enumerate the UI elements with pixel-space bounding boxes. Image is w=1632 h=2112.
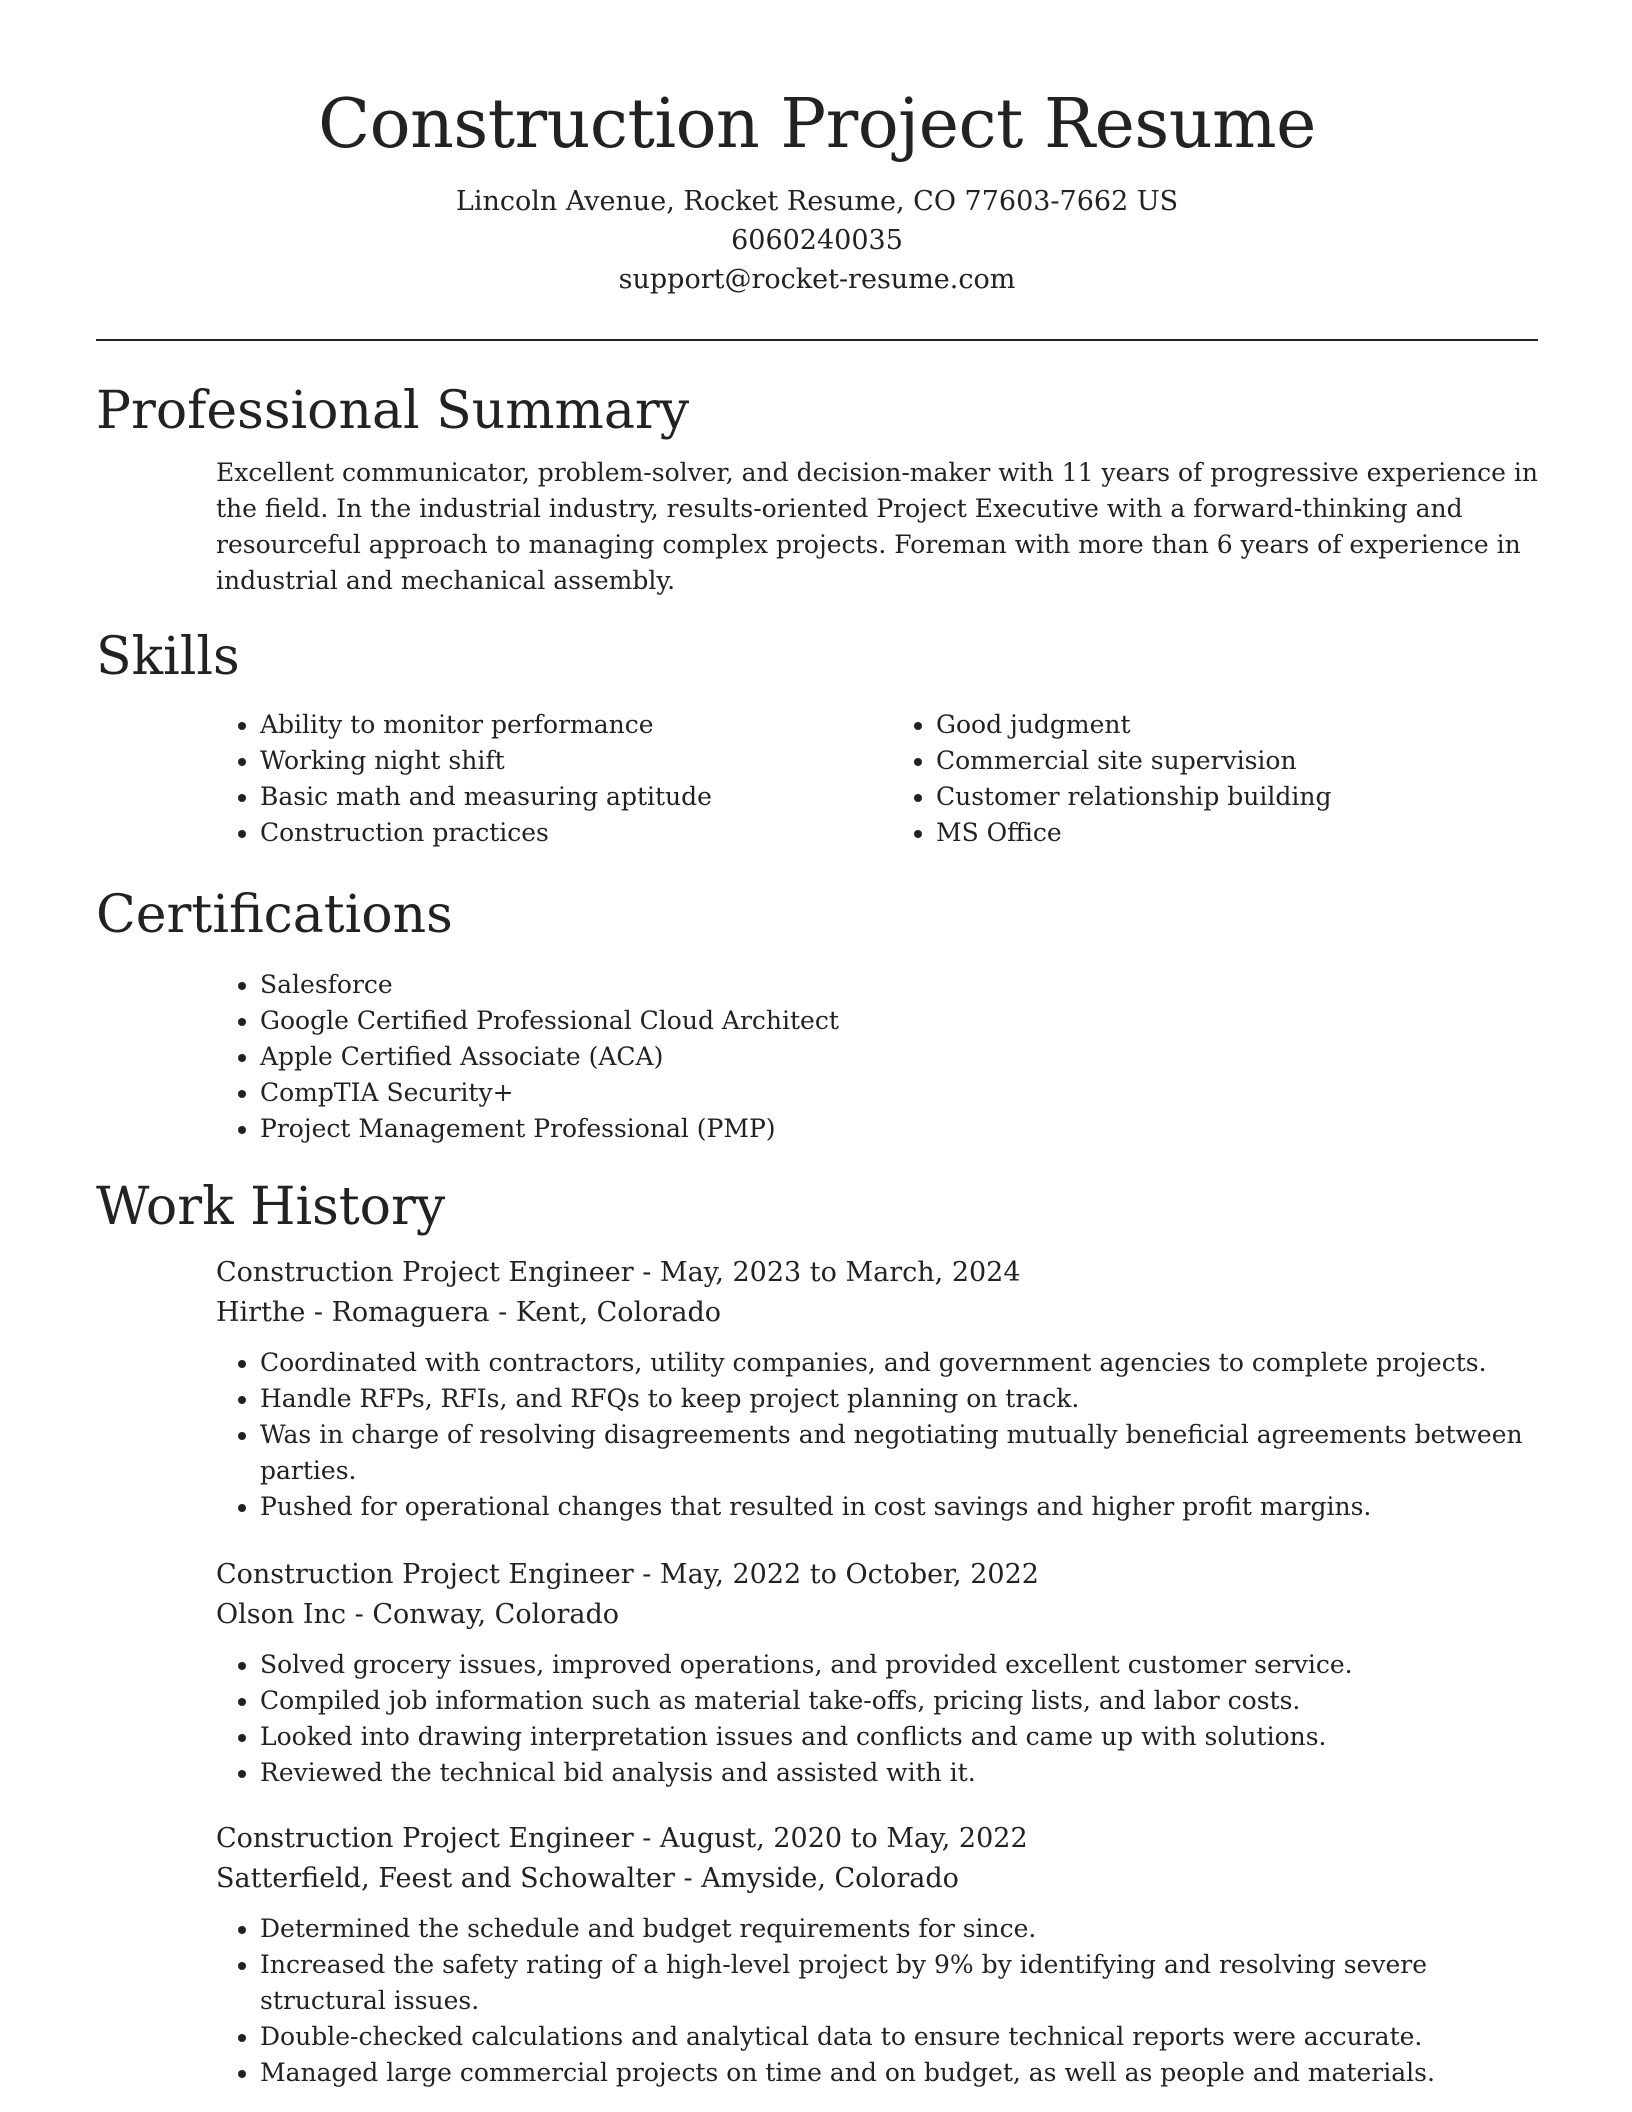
skill-item: • Basic math and measuring aptitude	[260, 779, 910, 815]
job-title-dates: Construction Project Engineer - May, 2022 to October, 2022	[216, 1559, 1039, 1590]
job-duty: • Managed large commercial projects on time and on budget, as well as people and materials.	[260, 2055, 1538, 2091]
job-duty: • Looked into drawing interpretation issues and conflicts and came up with solutions.	[260, 1719, 1538, 1755]
job-duty: • Double-checked calculations and analytical data to ensure technical reports were accurate.	[260, 2019, 1538, 2055]
contact-phone: 6060240035	[731, 225, 903, 256]
job-entry	[216, 1555, 1538, 1791]
contact-address: Lincoln Avenue, Rocket Resume, CO 77603-7662 US	[455, 186, 1179, 217]
skill-item: • Construction practices	[260, 815, 910, 851]
job-duties-list	[216, 1911, 1538, 2091]
skill-item: • Customer relationship building	[936, 779, 1536, 815]
skills-list	[96, 707, 1538, 851]
skills-heading: Skills	[96, 627, 240, 687]
certification-item: • Apple Certified Associate (ACA)	[260, 1039, 1538, 1075]
skill-item: • Good judgment	[936, 707, 1536, 743]
job-employer-location: Satterfield, Feest and Schowalter - Amyside, Colorado	[216, 1863, 959, 1894]
job-duty: • Was in charge of resolving disagreements and negotiating mutually beneficial agreements between parties.	[260, 1417, 1538, 1489]
skill-item: • MS Office	[936, 815, 1536, 851]
summary-text: Excellent communicator, problem-solver, and decision-maker with 11 years of progressive experience in the field. In the industrial industry, results-oriented Project Executive with a forward-thinking and resourceful approach to managing complex projects. Foreman with more than 6 years of experience in industrial and mechanical assembly.	[216, 458, 1538, 595]
job-employer-location: Hirthe - Romaguera - Kent, Colorado	[216, 1297, 721, 1328]
job-duties-list	[216, 1345, 1538, 1525]
job-duty: • Pushed for operational changes that resulted in cost savings and higher profit margins.	[260, 1489, 1538, 1525]
certifications-heading: Certifications	[96, 885, 453, 945]
job-employer-location: Olson Inc - Conway, Colorado	[216, 1599, 620, 1630]
certification-item: • Project Management Professional (PMP)	[260, 1111, 1538, 1147]
job-duty: • Determined the schedule and budget requirements for since.	[260, 1911, 1538, 1947]
skill-item: • Working night shift	[260, 743, 910, 779]
resume-page	[96, 0, 1538, 2091]
job-entry	[216, 1253, 1538, 1525]
header-divider	[96, 339, 1538, 341]
skill-item: • Ability to monitor performance	[260, 707, 910, 743]
skills-column-2	[910, 707, 1536, 851]
job-duty: • Solved grocery issues, improved operations, and provided excellent customer service.	[260, 1647, 1538, 1683]
resume-title: Construction Project Resume	[318, 85, 1316, 164]
contact-block	[96, 182, 1538, 299]
summary-heading: Professional Summary	[96, 381, 690, 441]
certification-item: • CompTIA Security+	[260, 1075, 1538, 1111]
job-duty: • Reviewed the technical bid analysis and assisted with it.	[260, 1755, 1538, 1791]
job-duty: • Increased the safety rating of a high-level project by 9% by identifying and resolving severe structural issues.	[260, 1947, 1538, 2019]
resume-header	[96, 0, 1538, 299]
job-duty: • Compiled job information such as material take-offs, pricing lists, and labor costs.	[260, 1683, 1538, 1719]
contact-email: support@rocket-resume.com	[618, 264, 1016, 295]
certification-item: • Salesforce	[260, 967, 1538, 1003]
job-duty: • Coordinated with contractors, utility companies, and government agencies to complete projects.	[260, 1345, 1538, 1381]
certification-item: • Google Certified Professional Cloud Architect	[260, 1003, 1538, 1039]
work-history-heading: Work History	[96, 1177, 446, 1237]
job-title-dates: Construction Project Engineer - August, 2020 to May, 2022	[216, 1823, 1028, 1854]
job-duty: • Handle RFPs, RFIs, and RFQs to keep project planning on track.	[260, 1381, 1538, 1417]
certifications-list	[96, 967, 1538, 1147]
job-entry	[216, 1819, 1538, 2091]
job-title-dates: Construction Project Engineer - May, 2023 to March, 2024	[216, 1257, 1021, 1288]
job-duties-list	[216, 1647, 1538, 1791]
skills-column-1	[96, 707, 910, 851]
skill-item: • Commercial site supervision	[936, 743, 1536, 779]
